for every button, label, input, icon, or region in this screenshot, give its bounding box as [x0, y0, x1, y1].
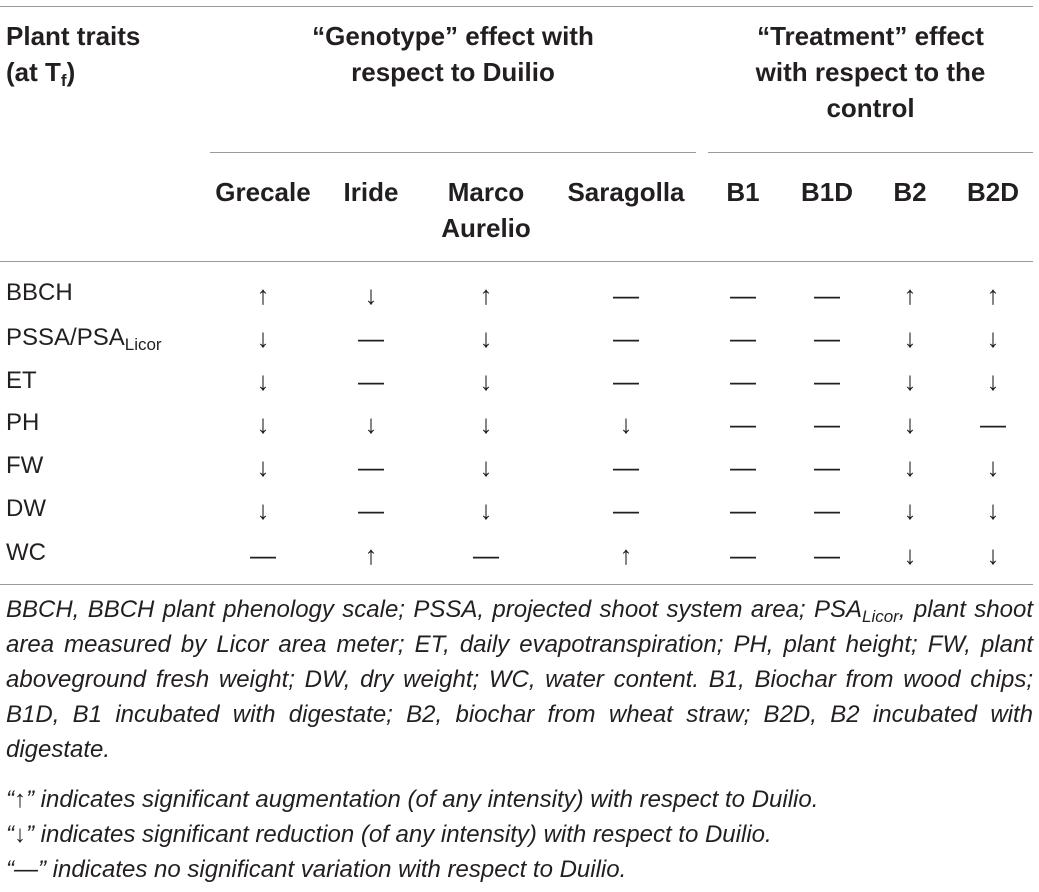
row-label: DW	[6, 495, 46, 522]
cell: —	[358, 495, 384, 525]
genotype-group-rule	[210, 152, 696, 153]
cell: —	[814, 495, 840, 525]
table-footnote-abbreviations: BBCH, BBCH plant phenology scale; PSSA, projected shoot system area; $PSA_{Licor}$, plant shoot area measured by Licor area meter; ET, daily evapotranspiration; PH, plant height; FW, plant aboveground fresh weight; DW, dry weight; WC, water content. B1, Biochar from wood chips; B1D, B1 incubated with digestate; B2, biochar from wheat straw; B2D, B2 incubated with digestate.	[6, 596, 1033, 763]
cell: —	[814, 366, 840, 396]
cell: —	[814, 452, 840, 482]
row-label: WC	[6, 539, 46, 566]
cell: ↓	[986, 366, 1000, 396]
header-treatment-effect: “Treatment” effect with respect to the control	[755, 21, 986, 123]
table-top-rule	[0, 6, 1033, 7]
cell: ↓	[256, 452, 270, 482]
cell: —	[730, 409, 756, 439]
col-marco-aurelio: Marco Aurelio	[441, 177, 531, 243]
header-plant-traits	[6, 18, 140, 90]
cell: ↑	[619, 540, 633, 570]
row-label: ET	[6, 367, 37, 394]
cell: —	[730, 280, 756, 310]
cell: —	[358, 323, 384, 353]
row-label: PSSA/$PSA_{Licor}$	[6, 324, 162, 354]
treatment-group-rule	[708, 152, 1033, 153]
row-label: FW	[6, 452, 44, 479]
cell: ↑	[479, 280, 493, 310]
cell: ↓	[256, 323, 270, 353]
cell: —	[814, 409, 840, 439]
col-b1: B1	[726, 177, 760, 207]
col-b2d: B2D	[966, 177, 1019, 207]
cell: —	[250, 540, 276, 570]
col-saragolla: Saragolla	[567, 177, 685, 207]
cell: ↓	[619, 409, 633, 439]
header-plant-traits-sub: (at $T_f$)	[6, 57, 76, 90]
cell: ↓	[479, 495, 493, 525]
cell: ↓	[903, 452, 917, 482]
footnote-down-arrow: “↓” indicates significant reduction (of any intensity) with respect to Duilio.	[6, 821, 772, 848]
cell: —	[358, 452, 384, 482]
col-b1d: B1D	[800, 177, 853, 207]
cell: ↓	[986, 495, 1000, 525]
cell: —	[814, 323, 840, 353]
cell: —	[730, 495, 756, 525]
header-genotype-effect: “Genotype” effect with respect to Duilio	[312, 21, 594, 87]
cell: —	[730, 452, 756, 482]
cell: ↓	[479, 409, 493, 439]
cell: ↓	[479, 323, 493, 353]
cell: —	[980, 409, 1006, 439]
header-plant-traits-title: Plant traits	[6, 21, 141, 51]
table-bottom-rule	[0, 584, 1033, 585]
cell: —	[613, 495, 639, 525]
cell: ↓	[903, 409, 917, 439]
cell: —	[358, 366, 384, 396]
cell: —	[613, 366, 639, 396]
cell: —	[730, 323, 756, 353]
cell: ↓	[986, 452, 1000, 482]
cell: ↓	[256, 409, 270, 439]
cell: ↑	[364, 540, 378, 570]
col-b2: B2	[893, 177, 927, 207]
cell: ↓	[903, 323, 917, 353]
cell: ↓	[479, 452, 493, 482]
cell: ↓	[903, 366, 917, 396]
col-grecale: Grecale	[215, 177, 311, 207]
cell: —	[730, 540, 756, 570]
col-iride: Iride	[343, 177, 399, 207]
cell: ↓	[364, 409, 378, 439]
header-bottom-rule	[0, 261, 1033, 262]
cell: ↓	[364, 280, 378, 310]
cell: ↓	[256, 495, 270, 525]
cell: ↓	[986, 323, 1000, 353]
cell: ↑	[986, 280, 1000, 310]
cell: ↓	[256, 366, 270, 396]
cell: —	[613, 323, 639, 353]
footnote-up-arrow: “↑” indicates significant augmentation (of any intensity) with respect to Duilio.	[6, 786, 819, 813]
cell: ↓	[479, 366, 493, 396]
footnote-dash: “—” indicates no significant variation with respect to Duilio.	[6, 856, 627, 883]
cell: —	[613, 452, 639, 482]
row-label: BBCH	[6, 279, 73, 306]
cell: ↓	[986, 540, 1000, 570]
cell: ↑	[256, 280, 270, 310]
row-label: PH	[6, 409, 40, 436]
cell: —	[814, 280, 840, 310]
cell: —	[613, 280, 639, 310]
cell: —	[730, 366, 756, 396]
cell: ↓	[903, 495, 917, 525]
cell: ↓	[903, 540, 917, 570]
cell: —	[814, 540, 840, 570]
cell: —	[473, 540, 499, 570]
cell: ↑	[903, 280, 917, 310]
